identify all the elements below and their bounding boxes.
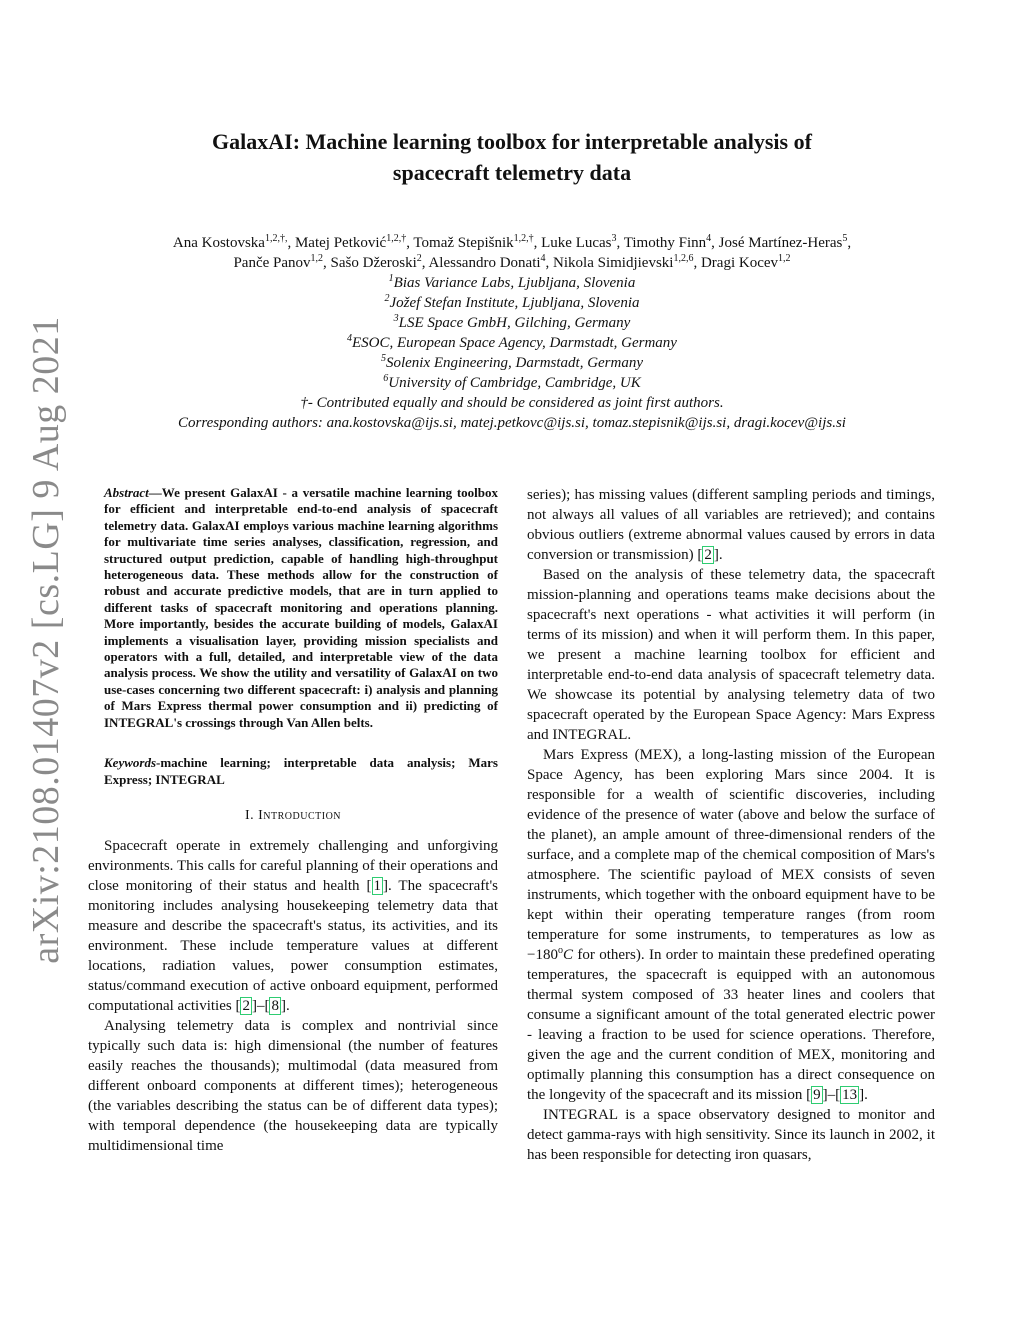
citation-link[interactable]: 2 bbox=[242, 997, 250, 1014]
right-paragraph-integral: INTEGRAL is a space observatory designed to monitor and detect gamma-rays with high sensitivity. Since its launch in 2002, it has been responsible for detecting iron quasars, bbox=[527, 1107, 935, 1163]
right-paragraph-1: Based on the analysis of these telemetry data, the spacecraft mission-planning and operations teams make decisions about the spacecraft's next operations - what activities it will perform (in terms of its mission) and when it will perform them. In this paper, we present a machine learning toolbox for efficient and interpretable end-to-end data analysis of spacecraft telemetry data. We showcase its potential by analysing telemetry data of two spacecraft operated by the European Space Agency: Mars Express and INTEGRAL. bbox=[527, 567, 935, 743]
citation-link[interactable]: 13 bbox=[842, 1087, 858, 1103]
contribution-note: †- Contributed equally and should be considered as joint first authors. bbox=[300, 395, 724, 411]
keywords bbox=[88, 755, 498, 788]
abstract-label: Abstract bbox=[104, 485, 149, 500]
citation-link[interactable]: 2 bbox=[704, 547, 712, 563]
keywords-label: Keywords bbox=[104, 755, 156, 771]
citation-link[interactable]: 8 bbox=[271, 997, 279, 1014]
section-heading-introduction: I. Introduction bbox=[244, 807, 342, 823]
title-line-2: spacecraft telemetry data bbox=[392, 160, 632, 185]
right-paragraph-mars-express: Mars Express (MEX), a long-lasting mission of the European Space Agency, has been exploring Mars since 2004. It is responsible for a wealth of scientific discoveries, including evidence of the presence of water (above and below the surface of the planet), an ample amount of three-dimensional renders of the surface, and a complete map of the chemical composition of Mars's atmosphere. The scientific payload of MEX consists of seven instruments, which together with the onboard equipment have to be kept within their operating temperature ranges (from room temperature for some instruments, to temperatures as low as $-180^oC$ for others). In order to maintain these predefined operating temperatures, the spacecraft is equipped with an autonomous thermal system composed of 33 heater lines and coolers that consume a significant amount of the total generated electric power - leaving a fraction to be used for science operations. Therefore, given the age and the current condition of MEX, monitoring and optimally planning this consumption has a direct consequence on the longevity of the spacecraft and its mission [ 9 ]–[ 13 ]. bbox=[527, 747, 935, 1103]
intro-paragraph-2: Analysing telemetry data is complex and nontrivial since typically such data is: high dimensional (the number of features easily reaches the thousands); multimodal (data measured from different onboard components at different times); heterogeneous (the variables describing the status can be of different data types); with temporal dependence (the housekeeping data are typically multidimensional time bbox=[88, 1017, 498, 1154]
affiliation-4: $^4$ESOC, European Space Agency, Darmstadt, Germany bbox=[347, 333, 677, 351]
author-line-2: Panče Panov$^{1,2}$, Sašo Džeroski$^2$, Alessandro Donati$^4$, Nikola Simidjievski$^{1,2,6}$, Dragi Kocev$^{1,2}$ bbox=[233, 253, 791, 271]
corresponding-authors: Corresponding authors: ana.kostovska@ijs.si, matej.petkovc@ijs.si, tomaz.stepisnik@ijs.si, dragi.kocev@ijs.si bbox=[178, 415, 846, 431]
author-line-1: Ana Kostovska$^{1,2,\dagger,}$, Matej Petković$^{1,2,\dagger}$, Tomaž Stepišnik$^{1,2,\dagger}$, Luke Lucas$^3$, Timothy Finn$^4$, José Martínez-Heras$^5$, bbox=[172, 233, 852, 251]
temperature-value: $-180^oC$ bbox=[527, 945, 573, 963]
affiliation-3: $^3$LSE Space GmbH, Gilching, Germany bbox=[393, 313, 631, 331]
left-column bbox=[88, 485, 498, 1156]
title-line-1: GalaxAI: Machine learning toolbox for interpretable analysis of bbox=[212, 129, 812, 154]
paper-title bbox=[140, 126, 884, 188]
keywords-text: -machine learning; interpretable data analysis; Mars Express; INTEGRAL bbox=[104, 755, 498, 787]
author-block bbox=[100, 233, 924, 433]
abstract bbox=[88, 485, 498, 731]
citation-link[interactable]: 1 bbox=[373, 877, 381, 894]
intro-paragraph-1: Spacecraft operate in extremely challenging and unforgiving environments. This calls for careful planning of their operations and close monitoring of their status and health [ 1 ]. The spacecraft's monitoring includes analysing housekeeping telemetry data that measure and describe the spacecraft's status, its activities, and its environment. These include temperature values at different locations, radiation values, power consumption estimates, status/command execution of active onboard equipment, performed computational activities [ 2 ]–[ 8 ]. bbox=[88, 837, 498, 1014]
citation-link[interactable]: 9 bbox=[813, 1087, 821, 1103]
right-paragraph-0: series); has missing values (different sampling periods and timings, not always all values of all variables are retrieved); and contains obvious outliers (extreme abnormal values caused by errors in data conversion or transmission) [ 2 ]. bbox=[527, 487, 935, 563]
arxiv-identifier: arXiv:2108.01407v2 [cs.LG] 9 Aug 2021 bbox=[25, 316, 67, 964]
affiliation-1: $^1$Bias Variance Labs, Ljubljana, Slovenia bbox=[388, 273, 636, 291]
affiliation-2: $^2$Jožef Stefan Institute, Ljubljana, Slovenia bbox=[384, 293, 640, 311]
affiliation-6: $^6$University of Cambridge, Cambridge, UK bbox=[383, 373, 641, 391]
affiliation-5: $^5$Solenix Engineering, Darmstadt, Germany bbox=[380, 353, 644, 371]
right-column bbox=[527, 485, 935, 1165]
abstract-text: —We present GalaxAI - a versatile machine learning toolbox for efficient and interpretable end-to-end analysis of spacecraft telemetry data. GalaxAI employs various machine learning algorithms for multivariate time series analyses, classification, regression, and structured output prediction, capable of handling high-throughput heterogeneous data. These methods allow for the construction of robust and accurate predictive models, that are in turn applied to different tasks of spacecraft monitoring and operations planning. More importantly, besides the accurate building of models, GalaxAI implements a visualisation layer, providing mission specialists and operators with a full, detailed, and interpretable view of the data analysis process. We show the utility and versatility of GalaxAI on two use-cases concerning two different spacecraft: i) analysis and planning of Mars Express thermal power consumption and ii) predicting of INTEGRAL's crossings through Van Allen belts. bbox=[104, 485, 498, 730]
